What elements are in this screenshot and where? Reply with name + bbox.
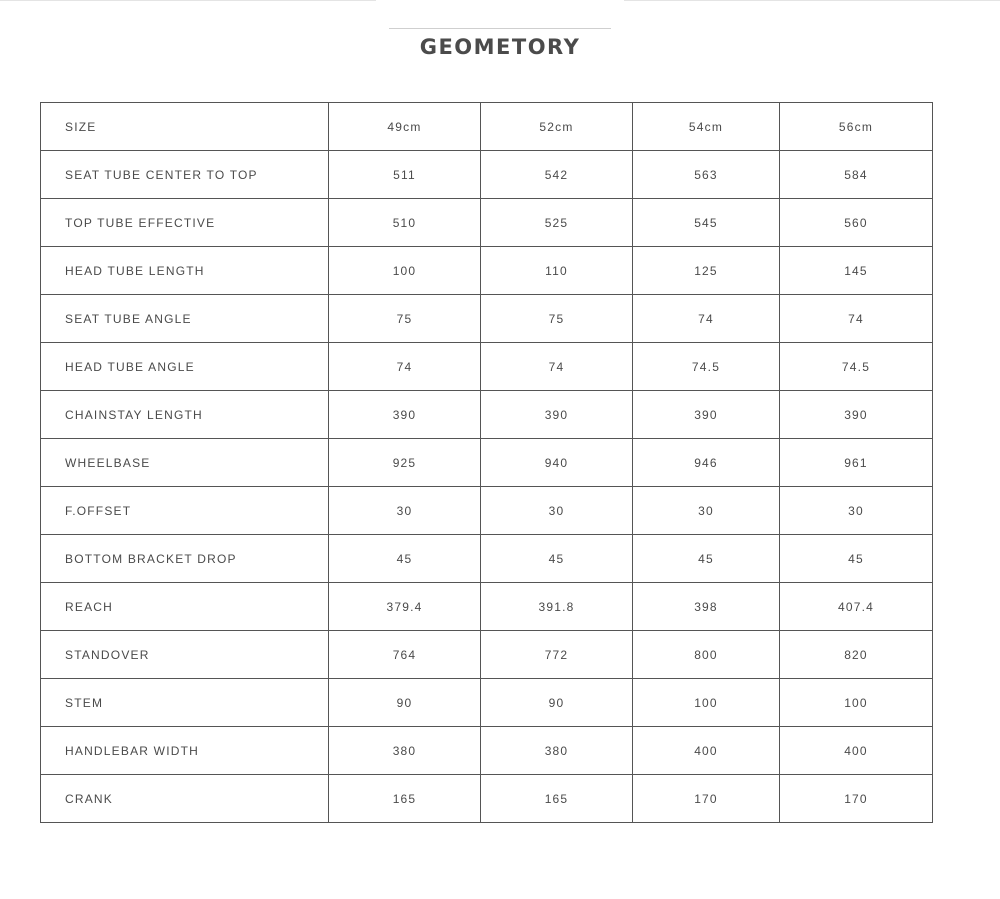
row-label-cell: HEAD TUBE ANGLE	[41, 343, 329, 391]
value-cell: 946	[633, 439, 780, 487]
table-row	[41, 487, 933, 535]
value-cell: 525	[481, 199, 633, 247]
value-cell: 74	[329, 343, 481, 391]
value-cell: 74	[633, 295, 780, 343]
table-row	[41, 679, 933, 727]
value-cell: 165	[481, 775, 633, 823]
row-label-cell: WHEELBASE	[41, 439, 329, 487]
value-cell: 100	[780, 679, 933, 727]
value-cell: 30	[481, 487, 633, 535]
value-cell: 45	[633, 535, 780, 583]
row-label-cell: HEAD TUBE LENGTH	[41, 247, 329, 295]
value-cell: 400	[633, 727, 780, 775]
value-cell: 49cm	[329, 103, 481, 151]
value-cell: 90	[329, 679, 481, 727]
value-cell: 170	[780, 775, 933, 823]
table-row	[41, 391, 933, 439]
value-cell: 56cm	[780, 103, 933, 151]
table-row	[41, 727, 933, 775]
value-cell: 30	[633, 487, 780, 535]
row-label-cell: SEAT TUBE ANGLE	[41, 295, 329, 343]
row-label-cell: BOTTOM BRACKET DROP	[41, 535, 329, 583]
row-label-cell: HANDLEBAR WIDTH	[41, 727, 329, 775]
value-cell: 30	[780, 487, 933, 535]
value-cell: 391.8	[481, 583, 633, 631]
value-cell: 380	[329, 727, 481, 775]
value-cell: 125	[633, 247, 780, 295]
value-cell: 961	[780, 439, 933, 487]
value-cell: 380	[481, 727, 633, 775]
value-cell: 407.4	[780, 583, 933, 631]
value-cell: 54cm	[633, 103, 780, 151]
value-cell: 560	[780, 199, 933, 247]
table-row	[41, 343, 933, 391]
value-cell: 75	[481, 295, 633, 343]
value-cell: 925	[329, 439, 481, 487]
value-cell: 45	[481, 535, 633, 583]
value-cell: 74.5	[780, 343, 933, 391]
value-cell: 390	[780, 391, 933, 439]
table-row	[41, 583, 933, 631]
value-cell: 563	[633, 151, 780, 199]
value-cell: 772	[481, 631, 633, 679]
value-cell: 74	[780, 295, 933, 343]
row-label-cell: F.OFFSET	[41, 487, 329, 535]
top-divider-left	[0, 0, 376, 1]
table-row	[41, 631, 933, 679]
value-cell: 100	[329, 247, 481, 295]
table-row	[41, 535, 933, 583]
row-label-cell: SEAT TUBE CENTER TO TOP	[41, 151, 329, 199]
table-row	[41, 247, 933, 295]
value-cell: 74	[481, 343, 633, 391]
value-cell: 390	[481, 391, 633, 439]
value-cell: 400	[780, 727, 933, 775]
value-cell: 110	[481, 247, 633, 295]
table-row	[41, 151, 933, 199]
table-row	[41, 199, 933, 247]
page-title: GEOMETORY	[419, 35, 581, 59]
value-cell: 820	[780, 631, 933, 679]
value-cell: 764	[329, 631, 481, 679]
value-cell: 74.5	[633, 343, 780, 391]
table-row	[41, 439, 933, 487]
table-row	[41, 295, 933, 343]
row-label-cell: SIZE	[41, 103, 329, 151]
value-cell: 90	[481, 679, 633, 727]
value-cell: 390	[329, 391, 481, 439]
row-label-cell: REACH	[41, 583, 329, 631]
title-block	[389, 28, 611, 59]
value-cell: 30	[329, 487, 481, 535]
value-cell: 165	[329, 775, 481, 823]
value-cell: 45	[329, 535, 481, 583]
table-header-row	[41, 103, 933, 151]
value-cell: 75	[329, 295, 481, 343]
value-cell: 584	[780, 151, 933, 199]
value-cell: 511	[329, 151, 481, 199]
value-cell: 398	[633, 583, 780, 631]
value-cell: 545	[633, 199, 780, 247]
value-cell: 145	[780, 247, 933, 295]
value-cell: 52cm	[481, 103, 633, 151]
value-cell: 170	[633, 775, 780, 823]
geometry-table	[40, 102, 933, 823]
table-row	[41, 775, 933, 823]
value-cell: 800	[633, 631, 780, 679]
row-label-cell: CRANK	[41, 775, 329, 823]
row-label-cell: STANDOVER	[41, 631, 329, 679]
value-cell: 940	[481, 439, 633, 487]
value-cell: 45	[780, 535, 933, 583]
row-label-cell: CHAINSTAY LENGTH	[41, 391, 329, 439]
value-cell: 510	[329, 199, 481, 247]
value-cell: 390	[633, 391, 780, 439]
row-label-cell: STEM	[41, 679, 329, 727]
value-cell: 542	[481, 151, 633, 199]
row-label-cell: TOP TUBE EFFECTIVE	[41, 199, 329, 247]
value-cell: 100	[633, 679, 780, 727]
value-cell: 379.4	[329, 583, 481, 631]
top-divider-right	[624, 0, 1000, 1]
